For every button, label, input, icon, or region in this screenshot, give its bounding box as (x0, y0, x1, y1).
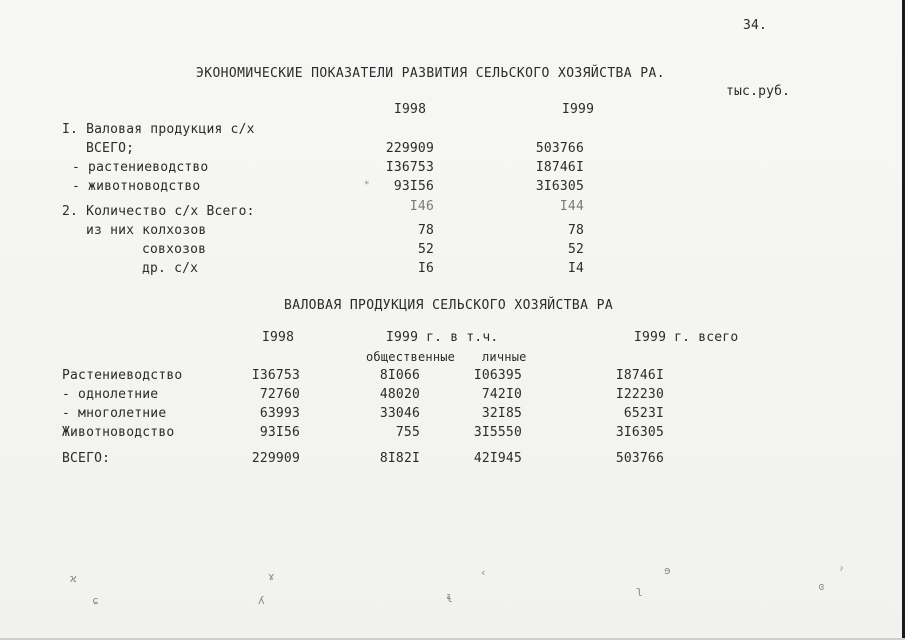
table2-cell: 503766 (615, 451, 664, 466)
table1-cell: I36753 (385, 160, 434, 175)
table1-cell: 93I56 (393, 179, 434, 194)
scan-speck: ɞ (818, 580, 825, 593)
table2-cell: I36753 (251, 368, 300, 383)
table1-row-label: 2. Количество с/х Всего: (62, 204, 255, 219)
table2-cell: I22230 (615, 387, 664, 402)
table2-subheader-public: общественные (366, 350, 456, 364)
table2-cell: 93I56 (259, 425, 300, 440)
table1-cell: 503766 (535, 141, 584, 156)
table2-cell: 229909 (251, 451, 300, 466)
scan-speck: * (364, 180, 370, 190)
table1-cell: 3I6305 (535, 179, 584, 194)
scan-speck: ϰ (70, 572, 77, 585)
table1-cell: I4 (567, 261, 584, 276)
table2-cell: 63993 (259, 406, 300, 421)
table2-subheader-private: личные (482, 350, 527, 364)
table2-row-label: Животноводство (62, 425, 175, 440)
table1-title: ЭКОНОМИЧЕСКИЕ ПОКАЗАТЕЛИ РАЗВИТИЯ СЕЛЬСКОГО ХОЗЯЙСТВА РА. (196, 66, 665, 81)
scan-speck: ɤ (268, 570, 275, 583)
page-number: 34. (743, 18, 768, 33)
table2-row-label: ВСЕГО: (62, 451, 111, 466)
table1-row-label: совхозов (142, 242, 207, 257)
table2-cell: I06395 (473, 368, 522, 383)
table2-row-label: - многолетние (62, 406, 167, 421)
table1-row-label: др. с/х (142, 261, 199, 276)
table2-header-1999-incl: I999 г. в т.ч. (386, 330, 499, 345)
table1-cell: I44 (559, 199, 584, 214)
table2-row-label: Растениеводство (62, 368, 183, 383)
table1-cell: I6 (417, 261, 434, 276)
table2-cell: I8746I (615, 368, 664, 383)
table1-cell: 52 (567, 242, 584, 257)
scan-speck: ɘ (664, 564, 671, 577)
table2-cell: 33046 (379, 406, 420, 421)
table2-row-label: - однолетние (62, 387, 159, 402)
table2-cell: 48020 (379, 387, 420, 402)
table2-cell: 3I5550 (473, 425, 522, 440)
table1-cell: 78 (567, 223, 584, 238)
table2-cell: 32I85 (481, 406, 522, 421)
table1-header-1998: I998 (394, 102, 427, 117)
table1-cell: 52 (417, 242, 434, 257)
table2-cell: 72760 (259, 387, 300, 402)
table2-cell: 3I6305 (615, 425, 664, 440)
table2-cell: 6523I (623, 406, 664, 421)
table2-cell: 8I82I (379, 451, 420, 466)
scan-speck: ʅ (636, 584, 643, 597)
scan-speck: ˀ (838, 566, 845, 579)
table2-cell: 8I066 (379, 368, 420, 383)
table2-header-1998: I998 (262, 330, 295, 345)
table1-row-label: ВСЕГО; (86, 141, 135, 156)
table1-cell: 78 (417, 223, 434, 238)
table2-cell: 755 (395, 425, 420, 440)
table1-row-label: из них колхозов (86, 223, 207, 238)
table2-cell: 742I0 (481, 387, 522, 402)
scan-speck: ‹ (480, 566, 487, 579)
scan-speck: ɬ (446, 592, 453, 605)
table1-row-label: I. Валовая продукция с/х (62, 122, 255, 137)
table2-title: ВАЛОВАЯ ПРОДУКЦИЯ СЕЛЬСКОГО ХОЗЯЙСТВА РА (284, 298, 614, 313)
table2-cell: 42I945 (473, 451, 522, 466)
table2-header-1999-total: I999 г. всего (634, 330, 739, 345)
scan-speck: ɕ (92, 594, 99, 607)
table1-header-1999: I999 (562, 102, 595, 117)
units-label: тыс.руб. (726, 84, 791, 99)
table1-cell: 229909 (385, 141, 434, 156)
table1-cell: I46 (409, 199, 434, 214)
table1-cell: I8746I (535, 160, 584, 175)
scan-speck: ʎ (258, 594, 265, 607)
table1-row-label: - растениеводство (72, 160, 209, 175)
table1-row-label: - животноводство (72, 179, 201, 194)
